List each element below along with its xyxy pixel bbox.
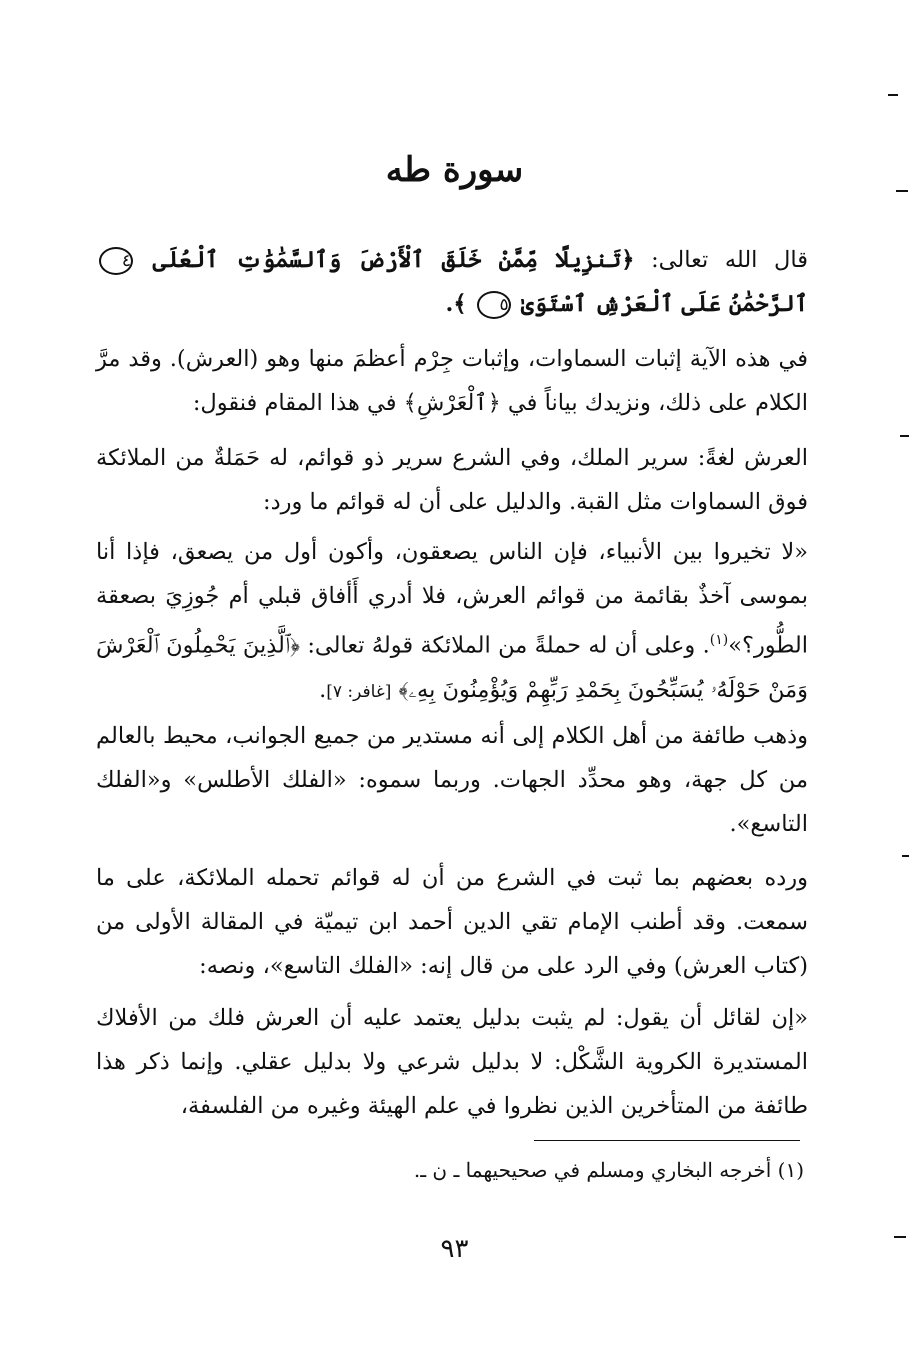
paragraph-text: في هذه الآية إثبات السماوات، وإثبات جِرْم أعظمَ منها وهو (العرش). وقد مرَّ الكلام على ذلك، ونزيدك بياناً في ﴿ٱلْعَرْشِ﴾ في هذا المقام فنقول:: [96, 346, 808, 416]
paragraph-text: وذهب طائفة من أهل الكلام إلى أنه مستدير من جميع الجوانب، محيط بالعالم من كل جهة، وهو محدِّد الجهات. وربما سموه: «الفلك الأطلس» و«الفلك التاسع».: [96, 723, 808, 837]
page-number: ٩٣: [440, 1234, 469, 1264]
hadith-quote: «لا تخيروا بين الأنبياء، فإن الناس يصعقون، وأكون أول من يصعق، فإذا أنا بموسى آخذٌ بقائمة من قوائم العرش، فلا أدري أَأفاق قبلي أم جُوزِيَ بصعقة الطُّور؟»: [96, 539, 808, 659]
surah-reference: [غافر: ٧]: [326, 681, 392, 702]
verse-citation: . وعلى أن له حملةً من الملائكة قولهُ تعالى: ﴿ٱلَّذِينَ يَحْمِلُونَ ٱلْعَرْشَ وَمَنْ حَوْلَهُۥ يُسَبِّحُونَ بِحَمْدِ رَبِّهِمْ وَيُؤْمِنُونَ بِهِۦ﴾: [96, 632, 808, 703]
footnote-divider: [534, 1140, 800, 1141]
sentence-end: .: [319, 676, 327, 703]
quran-verse-close: ﴾.: [445, 291, 467, 317]
paragraph-5: [96, 714, 808, 846]
paragraph-2: [96, 337, 808, 425]
ayah-number-marker: ٥: [477, 291, 511, 319]
paragraph-text: ورده بعضهم بما ثبت في الشرع من أن له قوائم تحمله الملائكة، على ما سمعت. وقد أطنب الإمام تقي الدين أحمد ابن تيميّة في المقالة الأولى من (كتاب العرش) وفي الرد على من قال إنه: «الفلك التاسع»، ونصه:: [96, 865, 808, 979]
ayah-number-marker: ٤: [99, 247, 133, 275]
quran-verse-part-b: ٱلرَّحْمَٰنُ عَلَى ٱلْعَرْشِ ٱسْتَوَىٰ: [520, 291, 808, 317]
scan-margin-mark: [900, 435, 909, 437]
paragraph-verse-intro: [96, 238, 808, 326]
footnote-reference: (١): [709, 632, 729, 648]
paragraph-text: العرش لغةً: سرير الملك، وفي الشرع سرير ذو قوائم، له حَمَلةٌ من الملائكة فوق السماوات مثل القبة. والدليل على أن له قوائم ما ورد:: [96, 445, 808, 515]
footnote: (١) أخرجه البخاري ومسلم في صحيحيهما ـ ن ـ.: [413, 1158, 804, 1182]
scan-margin-mark: [894, 1236, 906, 1238]
surah-title: سورة طه: [385, 150, 524, 190]
paragraph-4: [96, 530, 808, 714]
paragraph-7: [96, 996, 808, 1128]
intro-text: قال الله تعالى:: [651, 247, 808, 273]
paragraph-text: «إن لقائل أن يقول: لم يثبت بدليل يعتمد عليه أن العرش فلك من الأفلاك المستديرة الكروية الشَّكْل: لا بدليل شرعي ولا بدليل عقلي. وإنما ذكر هذا طائفة من المتأخرين الذين نظروا في علم الهيئة وغيره من الفلسفة،: [96, 1005, 808, 1119]
quran-verse-part-a: ﴿تَنزِيلًا مِّمَّنْ خَلَقَ ٱلْأَرْضَ وَٱلسَّمَٰوَٰتِ ٱلْعُلَى: [152, 247, 635, 273]
paragraph-3: [96, 436, 808, 524]
paragraph-6: [96, 856, 808, 988]
scan-margin-mark: [888, 94, 898, 96]
scan-margin-mark: [902, 855, 909, 857]
scan-margin-mark: [896, 190, 908, 192]
